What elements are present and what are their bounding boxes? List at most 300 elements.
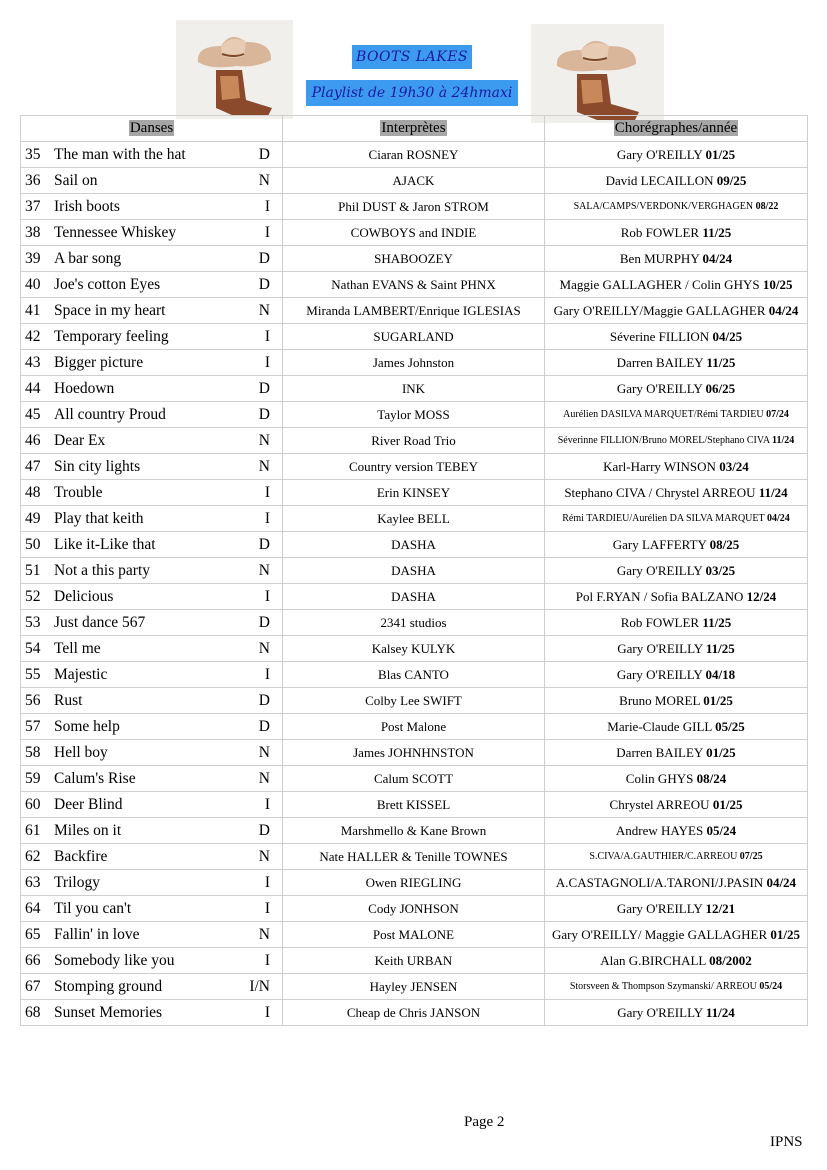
choreographer-name: Gary O'REILLY bbox=[617, 1004, 703, 1020]
choreographer-cell bbox=[545, 792, 808, 818]
artist-cell: Nathan EVANS & Saint PHNX bbox=[283, 272, 545, 298]
dance-cell bbox=[21, 168, 283, 194]
choreographer-name: Marie-Claude GILL bbox=[607, 718, 712, 734]
dance-number: 37 bbox=[25, 198, 41, 215]
dance-name: Just dance 567 bbox=[54, 614, 146, 631]
dance-name: Backfire bbox=[54, 848, 108, 865]
choreographer-name: A.CASTAGNOLI/A.TARONI/J.PASIN bbox=[555, 874, 764, 890]
dance-name: Deer Blind bbox=[54, 796, 123, 813]
dance-number: 38 bbox=[25, 224, 41, 241]
dance-number: 36 bbox=[25, 172, 41, 189]
dance-level: I bbox=[264, 874, 270, 891]
table-row bbox=[21, 402, 808, 428]
dance-name: Space in my heart bbox=[54, 302, 166, 319]
choreographer-cell bbox=[545, 974, 808, 1000]
choreography-date: 11/24 bbox=[772, 435, 795, 446]
table-row bbox=[21, 636, 808, 662]
table-row bbox=[21, 480, 808, 506]
table-row bbox=[21, 324, 808, 350]
choreographer-name: Gary O'REILLY/ Maggie GALLAGHER bbox=[551, 926, 768, 942]
cowboy-hat-boot-icon bbox=[531, 24, 664, 123]
dance-level: D bbox=[258, 276, 270, 293]
logo-right bbox=[531, 24, 664, 123]
artist-cell: Owen RIEGLING bbox=[283, 870, 545, 896]
choreographer-cell bbox=[545, 246, 808, 272]
dance-cell bbox=[21, 662, 283, 688]
dance-cell bbox=[21, 532, 283, 558]
table-row bbox=[21, 584, 808, 610]
choreographer-cell bbox=[545, 714, 808, 740]
dance-level: D bbox=[258, 536, 270, 553]
choreographer-name: Gary O'REILLY bbox=[616, 562, 703, 578]
dance-number: 46 bbox=[25, 432, 41, 449]
dance-number: 53 bbox=[25, 614, 41, 631]
table-row bbox=[21, 896, 808, 922]
choreographer-name: Séverinne FILLION/Bruno MOREL/Stephano CIVA bbox=[557, 435, 770, 446]
artist-cell: Country version TEBEY bbox=[283, 454, 545, 480]
choreographer-cell bbox=[545, 818, 808, 844]
dance-level: I bbox=[264, 484, 270, 501]
artist-cell: Calum SCOTT bbox=[283, 766, 545, 792]
dance-level: D bbox=[258, 406, 270, 423]
artist-cell: James JOHNHNSTON bbox=[283, 740, 545, 766]
table-row bbox=[21, 220, 808, 246]
dance-number: 63 bbox=[25, 874, 41, 891]
choreographer-name: Rémi TARDIEU/Aurélien DA SILVA MARQUET bbox=[562, 513, 765, 524]
dance-cell bbox=[21, 506, 283, 532]
choreographer-cell bbox=[545, 662, 808, 688]
header-artists: Interprètes bbox=[283, 116, 545, 142]
ipns-note: IPNS bbox=[770, 1134, 803, 1150]
dance-level: I bbox=[264, 588, 270, 605]
dance-cell bbox=[21, 740, 283, 766]
choreographer-name: Gary O'REILLY bbox=[616, 146, 703, 162]
dance-cell bbox=[21, 376, 283, 402]
playlist-table bbox=[20, 115, 808, 1026]
dance-name: Like it-Like that bbox=[54, 536, 156, 553]
dance-name: Fallin' in love bbox=[54, 926, 140, 943]
dance-cell bbox=[21, 272, 283, 298]
choreographer-name: Colin GHYS bbox=[625, 770, 694, 786]
choreography-date: 11/25 bbox=[705, 640, 735, 656]
choreographer-cell bbox=[545, 272, 808, 298]
dance-level: I bbox=[264, 900, 270, 917]
dance-number: 55 bbox=[25, 666, 41, 683]
choreographer-name: Pol F.RYAN / Sofia BALZANO bbox=[575, 588, 744, 604]
dance-level: I bbox=[264, 1004, 270, 1021]
table-row bbox=[21, 792, 808, 818]
dance-cell bbox=[21, 428, 283, 454]
table-row bbox=[21, 194, 808, 220]
artist-cell: Post MALONE bbox=[283, 922, 545, 948]
dance-name: Calum's Rise bbox=[54, 770, 136, 787]
choreographer-name: Rob FOWLER bbox=[620, 614, 700, 630]
dance-cell bbox=[21, 818, 283, 844]
choreography-date: 04/24 bbox=[766, 874, 797, 890]
artist-cell: Blas CANTO bbox=[283, 662, 545, 688]
dance-level: I bbox=[264, 796, 270, 813]
choreography-date: 04/24 bbox=[766, 513, 790, 524]
table-row bbox=[21, 948, 808, 974]
dance-cell bbox=[21, 584, 283, 610]
choreography-date: 05/24 bbox=[706, 822, 737, 838]
dance-name: Not a this party bbox=[54, 562, 150, 579]
choreographer-name: Darren BAILEY bbox=[616, 354, 704, 370]
choreography-date: 01/25 bbox=[712, 796, 743, 812]
table-row bbox=[21, 350, 808, 376]
choreographer-name: Bruno MOREL bbox=[619, 692, 700, 708]
dance-name: Miles on it bbox=[54, 822, 122, 839]
dance-name: All country Proud bbox=[54, 406, 166, 423]
choreographer-name: Gary O'REILLY/Maggie GALLAGHER bbox=[553, 302, 766, 318]
choreography-date: 08/24 bbox=[696, 770, 727, 786]
artist-cell: James Johnston bbox=[283, 350, 545, 376]
dance-level: D bbox=[258, 718, 270, 735]
dance-number: 40 bbox=[25, 276, 41, 293]
table-row bbox=[21, 818, 808, 844]
choreography-date: 08/22 bbox=[755, 201, 779, 212]
dance-level: I/N bbox=[249, 978, 270, 995]
dance-number: 50 bbox=[25, 536, 41, 553]
choreography-date: 08/25 bbox=[709, 536, 740, 552]
dance-name: Majestic bbox=[54, 666, 108, 683]
dance-cell bbox=[21, 194, 283, 220]
dance-level: I bbox=[264, 328, 270, 345]
choreographer-name: Chrystel ARREOU bbox=[609, 796, 710, 812]
table-row bbox=[21, 428, 808, 454]
choreographer-cell bbox=[545, 584, 808, 610]
artist-cell: SHABOOZEY bbox=[283, 246, 545, 272]
table-row bbox=[21, 974, 808, 1000]
dance-number: 68 bbox=[25, 1004, 41, 1021]
choreographer-name: Storsveen & Thompson Szymanski/ ARREOU bbox=[569, 981, 757, 992]
dance-name: Joe's cotton Eyes bbox=[54, 276, 161, 293]
dance-cell bbox=[21, 636, 283, 662]
dance-level: I bbox=[264, 952, 270, 969]
dance-cell bbox=[21, 688, 283, 714]
dance-cell bbox=[21, 610, 283, 636]
dance-level: D bbox=[258, 146, 270, 163]
dance-number: 56 bbox=[25, 692, 41, 709]
dance-cell bbox=[21, 558, 283, 584]
choreography-date: 01/25 bbox=[703, 692, 733, 708]
dance-name: Sail on bbox=[54, 172, 98, 189]
choreographer-cell bbox=[545, 1000, 808, 1026]
table-row bbox=[21, 662, 808, 688]
choreographer-cell bbox=[545, 324, 808, 350]
dance-cell bbox=[21, 246, 283, 272]
choreographer-cell bbox=[545, 194, 808, 220]
table-row bbox=[21, 506, 808, 532]
choreographer-cell bbox=[545, 402, 808, 428]
dance-number: 39 bbox=[25, 250, 41, 267]
choreographer-name: Ben MURPHY bbox=[619, 250, 700, 266]
choreographer-cell bbox=[545, 558, 808, 584]
table-row bbox=[21, 376, 808, 402]
choreographer-cell bbox=[545, 376, 808, 402]
table-row bbox=[21, 454, 808, 480]
choreography-date: 10/25 bbox=[762, 276, 793, 292]
choreographer-name: Darren BAILEY bbox=[616, 744, 703, 760]
artist-cell: DASHA bbox=[283, 584, 545, 610]
artist-cell: Phil DUST & Jaron STROM bbox=[283, 194, 545, 220]
dance-cell bbox=[21, 220, 283, 246]
artist-cell: Hayley JENSEN bbox=[283, 974, 545, 1000]
choreography-date: 12/24 bbox=[746, 588, 777, 604]
dance-level: N bbox=[258, 744, 270, 761]
table-row bbox=[21, 558, 808, 584]
table-row bbox=[21, 688, 808, 714]
artist-cell: COWBOYS and INDIE bbox=[283, 220, 545, 246]
artist-cell: Keith URBAN bbox=[283, 948, 545, 974]
table-row bbox=[21, 298, 808, 324]
dance-level: I bbox=[264, 666, 270, 683]
choreographer-cell bbox=[545, 480, 808, 506]
choreography-date: 03/25 bbox=[705, 562, 736, 578]
dance-cell bbox=[21, 402, 283, 428]
dance-level: I bbox=[264, 510, 270, 527]
dance-cell bbox=[21, 948, 283, 974]
dance-cell bbox=[21, 896, 283, 922]
dance-name: Irish boots bbox=[54, 198, 120, 215]
dance-level: N bbox=[258, 562, 270, 579]
choreographer-name: Alan G.BIRCHALL bbox=[600, 952, 706, 968]
dance-level: N bbox=[258, 302, 270, 319]
choreographer-cell bbox=[545, 350, 808, 376]
choreographer-cell bbox=[545, 220, 808, 246]
choreography-date: 04/24 bbox=[702, 250, 733, 266]
dance-number: 54 bbox=[25, 640, 41, 657]
artist-cell: Post Malone bbox=[283, 714, 545, 740]
choreographer-name: Aurélien DASILVA MARQUET/Rémi TARDIEU bbox=[563, 409, 764, 420]
choreographer-name: Gary O'REILLY bbox=[616, 380, 703, 396]
choreography-date: 11/24 bbox=[705, 1004, 735, 1020]
choreography-date: 08/2002 bbox=[709, 952, 752, 968]
dance-name: Trilogy bbox=[54, 874, 100, 891]
dance-level: D bbox=[258, 380, 270, 397]
dance-number: 45 bbox=[25, 406, 41, 423]
choreography-date: 05/24 bbox=[759, 981, 783, 992]
dance-level: I bbox=[264, 354, 270, 371]
dance-name: Hell boy bbox=[54, 744, 108, 761]
event-title: BOOTS LAKES bbox=[352, 45, 472, 69]
table-header-row bbox=[21, 116, 808, 142]
table-row bbox=[21, 1000, 808, 1026]
dance-number: 61 bbox=[25, 822, 41, 839]
dance-name: Hoedown bbox=[54, 380, 115, 397]
choreographer-name: David LECAILLON bbox=[605, 172, 714, 188]
artist-cell: Colby Lee SWIFT bbox=[283, 688, 545, 714]
dance-name: Sin city lights bbox=[54, 458, 141, 475]
dance-name: A bar song bbox=[54, 250, 122, 267]
dance-name: Trouble bbox=[54, 484, 103, 501]
dance-number: 64 bbox=[25, 900, 41, 917]
dance-number: 62 bbox=[25, 848, 41, 865]
choreographer-name: Gary O'REILLY bbox=[616, 900, 703, 916]
choreographer-cell bbox=[545, 610, 808, 636]
dance-name: Temporary feeling bbox=[54, 328, 169, 345]
choreography-date: 11/25 bbox=[702, 614, 732, 630]
dance-level: N bbox=[258, 172, 270, 189]
cowboy-hat-boot-icon bbox=[176, 20, 293, 119]
choreography-date: 05/25 bbox=[715, 718, 745, 734]
choreography-date: 01/25 bbox=[705, 146, 736, 162]
choreography-date: 01/25 bbox=[706, 744, 736, 760]
artist-cell: Kalsey KULYK bbox=[283, 636, 545, 662]
choreographer-name: Andrew HAYES bbox=[615, 822, 704, 838]
choreography-date: 07/24 bbox=[766, 409, 789, 420]
choreography-date: 04/25 bbox=[712, 328, 743, 344]
choreographer-cell bbox=[545, 870, 808, 896]
dance-number: 51 bbox=[25, 562, 41, 579]
header-choreographers: Chorégraphes/année bbox=[545, 116, 808, 142]
dance-name: Tell me bbox=[54, 640, 101, 657]
dance-number: 57 bbox=[25, 718, 41, 735]
artist-cell: DASHA bbox=[283, 532, 545, 558]
choreographer-name: SALA/CAMPS/VERDONK/VERGHAGEN bbox=[573, 201, 754, 212]
dance-level: D bbox=[258, 692, 270, 709]
dance-name: Tennessee Whiskey bbox=[54, 224, 177, 241]
choreographer-name: Karl-Harry WINSON bbox=[603, 458, 716, 474]
choreography-date: 09/25 bbox=[716, 172, 747, 188]
artist-cell: DASHA bbox=[283, 558, 545, 584]
choreographer-cell bbox=[545, 506, 808, 532]
choreography-date: 01/25 bbox=[770, 926, 800, 942]
artist-cell: River Road Trio bbox=[283, 428, 545, 454]
table-row bbox=[21, 532, 808, 558]
dance-name: Rust bbox=[54, 692, 83, 709]
dance-number: 65 bbox=[25, 926, 41, 943]
dance-cell bbox=[21, 974, 283, 1000]
event-subtitle: Playlist de 19h30 à 24hmaxi bbox=[306, 80, 518, 106]
dance-number: 58 bbox=[25, 744, 41, 761]
choreographer-cell bbox=[545, 922, 808, 948]
dance-number: 60 bbox=[25, 796, 41, 813]
choreographer-cell bbox=[545, 428, 808, 454]
dance-name: Delicious bbox=[54, 588, 114, 605]
choreographer-name: Gary O'REILLY bbox=[616, 666, 703, 682]
dance-number: 48 bbox=[25, 484, 41, 501]
table-row bbox=[21, 610, 808, 636]
dance-name: Bigger picture bbox=[54, 354, 144, 371]
dance-name: Play that keith bbox=[54, 510, 144, 527]
header-dances: Danses bbox=[21, 116, 283, 142]
dance-level: D bbox=[258, 822, 270, 839]
dance-name: Stomping ground bbox=[54, 978, 163, 995]
dance-number: 35 bbox=[25, 146, 41, 163]
dance-name: Dear Ex bbox=[54, 432, 106, 449]
page-number: Page 2 bbox=[464, 1114, 505, 1130]
dance-name: Til you can't bbox=[54, 900, 132, 917]
dance-cell bbox=[21, 766, 283, 792]
choreographer-name: Gary LAFFERTY bbox=[612, 536, 707, 552]
dance-name: Some help bbox=[54, 718, 120, 735]
dance-cell bbox=[21, 324, 283, 350]
choreography-date: 06/25 bbox=[705, 380, 736, 396]
dance-level: N bbox=[258, 458, 270, 475]
dance-number: 66 bbox=[25, 952, 41, 969]
choreography-date: 11/25 bbox=[702, 224, 732, 240]
table-row bbox=[21, 740, 808, 766]
choreographer-cell bbox=[545, 688, 808, 714]
dance-number: 47 bbox=[25, 458, 41, 475]
artist-cell: AJACK bbox=[283, 168, 545, 194]
table-row bbox=[21, 766, 808, 792]
artist-cell: INK bbox=[283, 376, 545, 402]
table-row bbox=[21, 272, 808, 298]
dance-level: D bbox=[258, 614, 270, 631]
choreography-date: 11/24 bbox=[758, 484, 788, 500]
choreography-date: 11/25 bbox=[706, 354, 736, 370]
choreographer-name: Gary O'REILLY bbox=[617, 640, 703, 656]
table-row bbox=[21, 246, 808, 272]
dance-level: N bbox=[258, 640, 270, 657]
dance-number: 49 bbox=[25, 510, 41, 527]
dance-level: I bbox=[264, 224, 270, 241]
artist-cell: Miranda LAMBERT/Enrique IGLESIAS bbox=[283, 298, 545, 324]
dance-level: I bbox=[264, 198, 270, 215]
dance-number: 59 bbox=[25, 770, 41, 787]
artist-cell: Cheap de Chris JANSON bbox=[283, 1000, 545, 1026]
dance-number: 42 bbox=[25, 328, 41, 345]
table-row bbox=[21, 168, 808, 194]
artist-cell: Marshmello & Kane Brown bbox=[283, 818, 545, 844]
choreography-date: 12/21 bbox=[705, 900, 736, 916]
dance-cell bbox=[21, 714, 283, 740]
artist-cell: 2341 studios bbox=[283, 610, 545, 636]
artist-cell: SUGARLAND bbox=[283, 324, 545, 350]
dance-cell bbox=[21, 454, 283, 480]
dance-cell bbox=[21, 792, 283, 818]
dance-level: N bbox=[258, 432, 270, 449]
choreographer-cell bbox=[545, 844, 808, 870]
choreographer-name: Maggie GALLAGHER / Colin GHYS bbox=[559, 276, 760, 292]
artist-cell: Ciaran ROSNEY bbox=[283, 142, 545, 168]
artist-cell: Kaylee BELL bbox=[283, 506, 545, 532]
dance-number: 43 bbox=[25, 354, 41, 371]
choreographer-cell bbox=[545, 948, 808, 974]
dance-cell bbox=[21, 298, 283, 324]
choreography-date: 04/24 bbox=[768, 302, 799, 318]
dance-level: N bbox=[258, 848, 270, 865]
table-row bbox=[21, 844, 808, 870]
dance-cell bbox=[21, 480, 283, 506]
dance-cell bbox=[21, 844, 283, 870]
choreographer-cell bbox=[545, 766, 808, 792]
dance-cell bbox=[21, 350, 283, 376]
dance-name: Somebody like you bbox=[54, 952, 175, 969]
choreographer-cell bbox=[545, 454, 808, 480]
artist-cell: Nate HALLER & Tenille TOWNES bbox=[283, 844, 545, 870]
artist-cell: Taylor MOSS bbox=[283, 402, 545, 428]
choreographer-cell bbox=[545, 142, 808, 168]
choreographer-name: Stephano CIVA / Chrystel ARREOU bbox=[564, 484, 756, 500]
dance-cell bbox=[21, 870, 283, 896]
choreographer-cell bbox=[545, 636, 808, 662]
table-row bbox=[21, 922, 808, 948]
dance-name: Sunset Memories bbox=[54, 1004, 163, 1021]
choreographer-cell bbox=[545, 532, 808, 558]
artist-cell: Erin KINSEY bbox=[283, 480, 545, 506]
dance-name: The man with the hat bbox=[54, 146, 186, 163]
choreography-date: 04/18 bbox=[705, 666, 736, 682]
choreographer-cell bbox=[545, 740, 808, 766]
dance-number: 44 bbox=[25, 380, 41, 397]
dance-cell bbox=[21, 1000, 283, 1026]
dance-number: 52 bbox=[25, 588, 41, 605]
choreography-date: 03/24 bbox=[719, 458, 749, 474]
table-row bbox=[21, 714, 808, 740]
